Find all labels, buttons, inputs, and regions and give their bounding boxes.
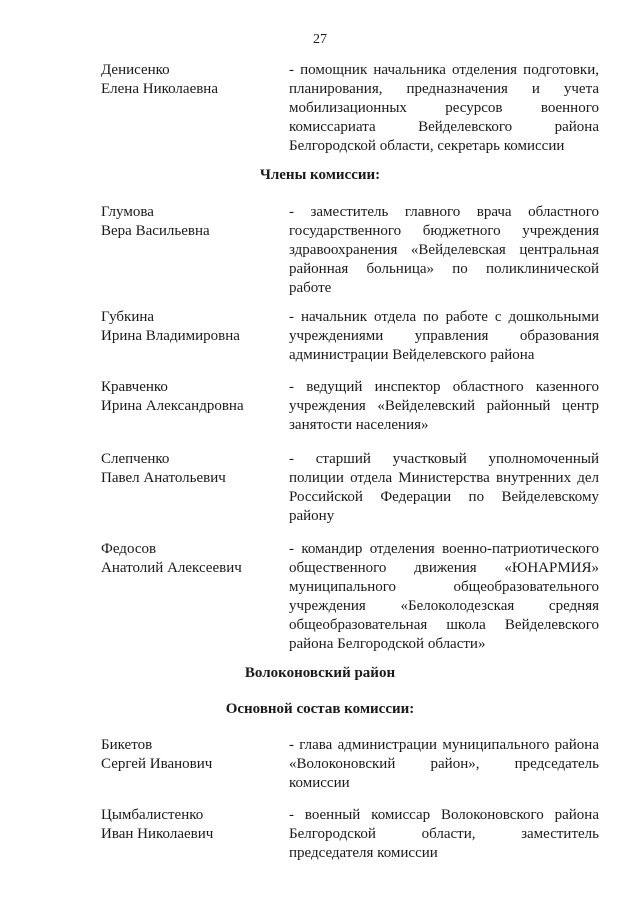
person-role: - военный комиссар Волоконовского района Белгородской области, заместитель председателя комиссии <box>289 807 599 861</box>
person-role: - помощник начальника отделения подготовки, планирования, предназначения и учета мобилизационных ресурсов военного комиссариата Вейделевского района Белгородской области, секретарь комиссии <box>289 62 599 154</box>
section-heading-main-composition: Основной состав комиссии: <box>225 701 415 717</box>
person-role: - старший участковый уполномоченный полиции отдела Министерства внутренних дел Российской Федерации по Вейделевскому району <box>289 451 599 524</box>
person-name <box>101 450 276 488</box>
person-name <box>101 736 276 774</box>
person-role: - начальник отдела по работе с дошкольными учреждениями управления образования администрации Вейделевского района <box>289 309 599 363</box>
page-number: 27 <box>313 32 327 47</box>
person-surname: Кравченко <box>101 379 168 395</box>
person-name <box>101 540 276 578</box>
section-heading-members: Члены комиссии: <box>259 167 381 183</box>
person-given-name: Иван Николаевич <box>101 826 214 842</box>
person-surname: Глумова <box>101 204 154 220</box>
person-surname: Денисенко <box>101 62 170 78</box>
person-name <box>101 203 276 241</box>
person-given-name: Ирина Владимировна <box>101 328 240 344</box>
person-given-name: Анатолий Алексеевич <box>101 560 242 576</box>
person-surname: Губкина <box>101 309 155 325</box>
person-surname: Цымбалистенко <box>101 807 204 823</box>
person-given-name: Ирина Александровна <box>101 398 244 414</box>
person-given-name: Вера Васильевна <box>101 223 210 239</box>
person-given-name: Павел Анатольевич <box>101 470 226 486</box>
person-role: - заместитель главного врача областного государственного бюджетного учреждения здравоохранения «Вейделевская центральная районная больница» по поликлинической работе <box>289 204 599 296</box>
person-role: - командир отделения военно-патриотического общественного движения «ЮНАРМИЯ» муниципального общеобразовательного учреждения «Белоколодезская средняя общеобразовательная школа Вейделевского района Белгородской области» <box>289 541 599 652</box>
person-name <box>101 806 276 844</box>
section-heading-district: Волоконовский район <box>244 665 396 681</box>
person-surname: Слепченко <box>101 451 170 467</box>
person-name <box>101 308 276 346</box>
person-name <box>101 61 276 99</box>
person-name <box>101 378 276 416</box>
person-surname: Бикетов <box>101 737 153 753</box>
person-role: - ведущий инспектор областного казенного учреждения «Вейделевский районный центр занятости населения» <box>289 379 599 433</box>
person-given-name: Елена Николаевна <box>101 81 218 97</box>
person-role: - глава администрации муниципального района «Волоконовский район», председатель комиссии <box>289 737 599 791</box>
person-surname: Федосов <box>101 541 157 557</box>
person-given-name: Сергей Иванович <box>101 756 213 772</box>
